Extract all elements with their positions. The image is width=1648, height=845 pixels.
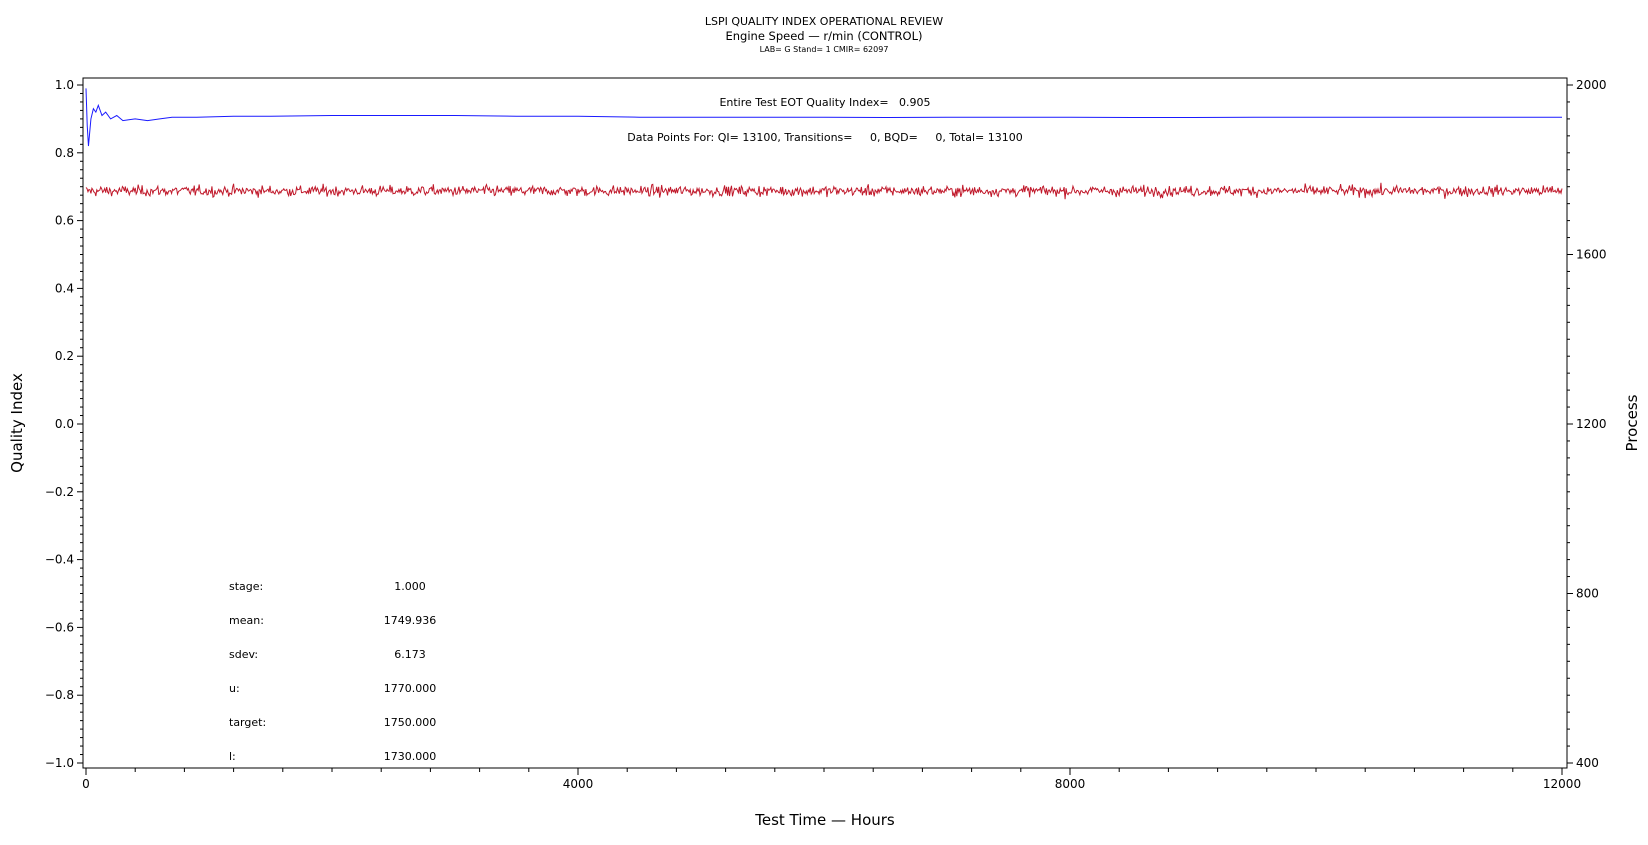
y-axis-left-label: Quality Index xyxy=(8,373,26,473)
x-axis-label: Test Time — Hours xyxy=(755,811,895,829)
stats-table xyxy=(229,580,436,763)
chart-subtitle: Engine Speed — r/min (CONTROL) xyxy=(725,29,923,43)
y-left-tick-label: 1.0 xyxy=(54,78,74,92)
axes xyxy=(45,78,1607,791)
x-tick-label: 8000 xyxy=(1054,777,1086,791)
chart-title: LSPI QUALITY INDEX OPERATIONAL REVIEW xyxy=(704,15,944,28)
y-left-tick-label: −0.8 xyxy=(44,688,74,703)
y-right-tick-label: 1600 xyxy=(1576,247,1607,262)
y-left-tick-label: 0.4 xyxy=(54,281,74,296)
y-left-tick-label: −0.4 xyxy=(44,552,74,567)
stat-value: 1749.936 xyxy=(383,614,437,627)
y-right-tick-label: 800 xyxy=(1576,586,1599,601)
plot-frame xyxy=(83,78,1567,768)
x-tick-label: 12000 xyxy=(1542,777,1582,791)
y-right-tick-label: 1200 xyxy=(1576,417,1607,431)
stat-label: u: xyxy=(229,682,240,695)
y-left-tick-label: 0.2 xyxy=(54,349,74,364)
stat-label: stage: xyxy=(229,580,264,593)
process-line xyxy=(86,183,1562,199)
stat-value: 1770.000 xyxy=(383,682,437,695)
stat-label: target: xyxy=(229,716,267,729)
y-left-tick-label: 0.6 xyxy=(54,213,74,228)
y-left-tick-label: −1.0 xyxy=(44,756,74,770)
stat-label: mean: xyxy=(229,614,264,627)
stat-label: l: xyxy=(229,750,236,763)
stat-value: 1750.000 xyxy=(383,716,437,729)
stat-value: 1730.000 xyxy=(383,750,437,763)
process-series xyxy=(86,183,1562,199)
y-axis-right-label: Process xyxy=(1623,394,1641,452)
y-left-tick-label: 0.8 xyxy=(54,145,74,160)
y-left-tick-label: −0.6 xyxy=(44,620,74,635)
y-left-tick-label: −0.2 xyxy=(44,484,74,499)
stat-value: 6.173 xyxy=(394,648,426,661)
y-right-tick-label: 2000 xyxy=(1576,78,1607,92)
stat-label: sdev: xyxy=(229,648,259,661)
chart-subsubtitle: LAB= G Stand= 1 CMIR= 62097 xyxy=(759,45,889,54)
y-left-tick-label: 0.0 xyxy=(54,417,74,431)
data-points-text: Data Points For: QI= 13100, Transitions= 0, BQD= 0, Total= 13100 xyxy=(627,131,1023,144)
stat-value: 1.000 xyxy=(394,580,426,593)
x-tick-label: 4000 xyxy=(562,777,594,791)
x-tick-label: 0 xyxy=(82,777,90,791)
eot-quality-index-text: Entire Test EOT Quality Index= 0.905 xyxy=(719,96,931,109)
y-right-tick-label: 400 xyxy=(1576,756,1599,770)
